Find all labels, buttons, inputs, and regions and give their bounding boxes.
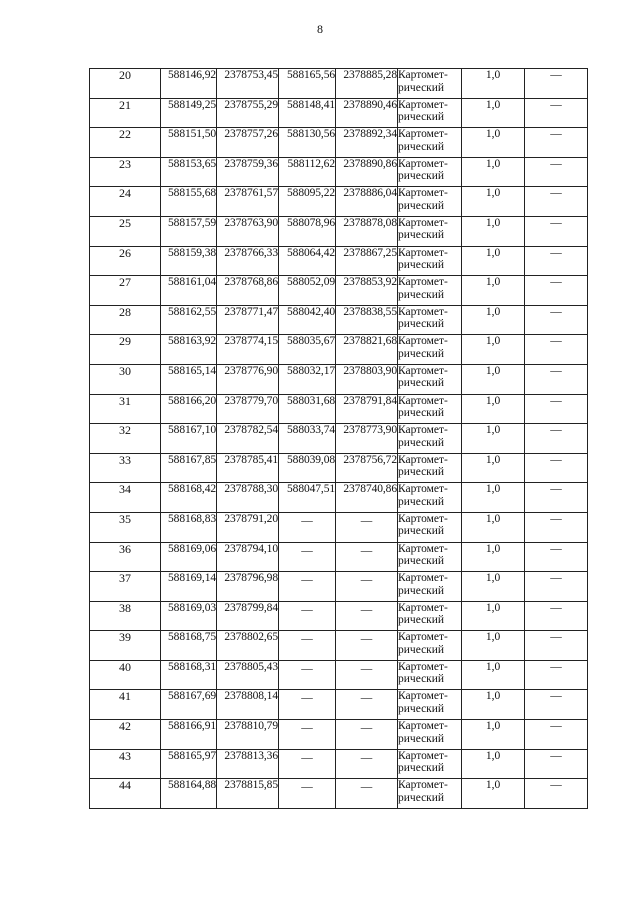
point-number: 30: [90, 364, 161, 394]
coordinate-y1: 2378774,15: [217, 335, 279, 365]
table-row: [90, 779, 588, 809]
description-cell: —: [525, 246, 588, 276]
method-cell: [398, 601, 462, 631]
coordinate-x2: 588033,74: [279, 424, 336, 454]
table-row: [90, 216, 588, 246]
method-line-1: Картомет-: [398, 483, 448, 496]
coordinate-y2: 2378821,68: [336, 335, 398, 365]
method-line-2: рический: [398, 584, 445, 597]
coordinate-y2: 2378892,34: [336, 128, 398, 158]
description-cell: —: [525, 157, 588, 187]
method-line-2: рический: [398, 495, 445, 508]
description-cell: —: [525, 749, 588, 779]
point-number: 31: [90, 394, 161, 424]
coordinate-x1: 588169,14: [161, 572, 217, 602]
coordinate-y1: 2378799,84: [217, 601, 279, 631]
coordinate-x2: 588095,22: [279, 187, 336, 217]
coordinate-x2: 588032,17: [279, 364, 336, 394]
accuracy-value: 1,0: [462, 335, 525, 365]
table-row: [90, 335, 588, 365]
method-line-2: рический: [398, 614, 445, 627]
method-line-1: Картомет-: [398, 631, 448, 644]
point-number: 35: [90, 512, 161, 542]
method-line-2: рический: [398, 555, 445, 567]
coordinate-x1: 588162,55: [161, 305, 217, 335]
method-line-1: Картомет-: [398, 69, 448, 81]
accuracy-value: 1,0: [462, 453, 525, 483]
method-line-1: Картомет-: [398, 98, 448, 111]
description-cell: —: [525, 128, 588, 158]
coordinate-y2: 2378853,92: [336, 276, 398, 306]
table-row: [90, 424, 588, 454]
point-number: 21: [90, 98, 161, 128]
coordinate-y2: —: [336, 631, 398, 661]
table-row: [90, 98, 588, 128]
coordinate-y2: —: [336, 779, 398, 809]
coordinate-y2: 2378890,46: [336, 98, 398, 128]
coordinate-x2: 588064,42: [279, 246, 336, 276]
accuracy-value: 1,0: [462, 601, 525, 631]
coordinate-x1: 588165,97: [161, 749, 217, 779]
coordinate-x2: 588039,08: [279, 453, 336, 483]
coordinate-x2: —: [279, 779, 336, 809]
method-line-2: рический: [398, 259, 445, 272]
coordinate-x1: 588151,50: [161, 128, 217, 158]
accuracy-value: 1,0: [462, 779, 525, 809]
point-number: 34: [90, 483, 161, 513]
method-line-2: рический: [398, 377, 445, 390]
coordinate-x1: 588164,88: [161, 779, 217, 809]
method-cell: [398, 364, 462, 394]
coordinate-y1: 2378796,98: [217, 572, 279, 602]
coordinate-y2: 2378791,84: [336, 394, 398, 424]
method-cell: [398, 572, 462, 602]
method-line-2: рический: [398, 436, 445, 449]
coordinate-y1: 2378771,47: [217, 305, 279, 335]
method-line-1: Картомет-: [398, 660, 448, 673]
description-cell: —: [525, 572, 588, 602]
coordinate-x2: —: [279, 660, 336, 690]
method-cell: [398, 483, 462, 513]
coordinate-x1: 588155,68: [161, 187, 217, 217]
description-cell: —: [525, 542, 588, 572]
method-line-1: Картомет-: [398, 335, 448, 348]
method-line-2: рический: [398, 643, 445, 656]
description-cell: —: [525, 424, 588, 454]
point-number: 28: [90, 305, 161, 335]
coordinate-y2: 2378803,90: [336, 364, 398, 394]
coordinate-x2: 588031,68: [279, 394, 336, 424]
method-line-2: рический: [398, 140, 445, 153]
coordinate-y1: 2378815,85: [217, 779, 279, 809]
coordinate-y2: —: [336, 749, 398, 779]
coordinate-x1: 588159,38: [161, 246, 217, 276]
method-cell: [398, 305, 462, 335]
point-number: 33: [90, 453, 161, 483]
description-cell: —: [525, 690, 588, 720]
coordinate-x2: 588148,41: [279, 98, 336, 128]
method-cell: [398, 246, 462, 276]
method-line-1: Картомет-: [398, 246, 448, 259]
method-line-2: рический: [398, 199, 445, 212]
coordinate-y2: 2378878,08: [336, 216, 398, 246]
accuracy-value: 1,0: [462, 690, 525, 720]
coordinate-y2: 2378867,25: [336, 246, 398, 276]
table-row: [90, 453, 588, 483]
coordinate-y1: 2378813,36: [217, 749, 279, 779]
coordinate-y1: 2378791,20: [217, 512, 279, 542]
point-number: 39: [90, 631, 161, 661]
accuracy-value: 1,0: [462, 512, 525, 542]
accuracy-value: 1,0: [462, 424, 525, 454]
description-cell: —: [525, 660, 588, 690]
coordinate-y1: 2378785,41: [217, 453, 279, 483]
method-cell: [398, 424, 462, 454]
accuracy-value: 1,0: [462, 305, 525, 335]
method-line-1: Картомет-: [398, 601, 448, 614]
coordinates-table: [89, 68, 588, 809]
coordinate-y2: —: [336, 512, 398, 542]
method-line-2: рический: [398, 347, 445, 360]
table-row: [90, 690, 588, 720]
method-line-1: Картомет-: [398, 364, 448, 377]
coordinate-x2: 588112,62: [279, 157, 336, 187]
coordinate-y1: 2378753,45: [217, 69, 279, 99]
description-cell: —: [525, 601, 588, 631]
description-cell: —: [525, 187, 588, 217]
method-line-1: Картомет-: [398, 542, 448, 555]
coordinate-x1: 588157,59: [161, 216, 217, 246]
coordinate-y2: —: [336, 690, 398, 720]
point-number: 29: [90, 335, 161, 365]
method-line-1: Картомет-: [398, 276, 448, 289]
coordinate-x1: 588167,69: [161, 690, 217, 720]
method-line-2: рический: [398, 407, 445, 420]
point-number: 44: [90, 779, 161, 809]
coordinate-y1: 2378782,54: [217, 424, 279, 454]
accuracy-value: 1,0: [462, 749, 525, 779]
table-row: [90, 572, 588, 602]
table-row: [90, 276, 588, 306]
coordinate-y1: 2378810,79: [217, 720, 279, 750]
point-number: 41: [90, 690, 161, 720]
accuracy-value: 1,0: [462, 720, 525, 750]
method-line-2: рический: [398, 288, 445, 301]
coordinate-x1: 588166,20: [161, 394, 217, 424]
method-line-1: Картомет-: [398, 512, 448, 525]
method-line-2: рический: [398, 318, 445, 331]
table-row: [90, 749, 588, 779]
coordinate-x1: 588169,03: [161, 601, 217, 631]
table-row: [90, 69, 588, 99]
method-line-2: рический: [398, 673, 445, 686]
coordinate-y1: 2378755,29: [217, 98, 279, 128]
coordinate-x2: 588078,96: [279, 216, 336, 246]
method-line-2: рический: [398, 791, 445, 804]
coordinate-y1: 2378761,57: [217, 187, 279, 217]
table-row: [90, 542, 588, 572]
method-cell: [398, 157, 462, 187]
coordinate-x1: 588168,31: [161, 660, 217, 690]
method-cell: [398, 512, 462, 542]
accuracy-value: 1,0: [462, 483, 525, 513]
method-line-2: рический: [398, 466, 445, 479]
description-cell: —: [525, 720, 588, 750]
method-cell: [398, 542, 462, 572]
point-number: 37: [90, 572, 161, 602]
coordinate-x2: —: [279, 631, 336, 661]
accuracy-value: 1,0: [462, 364, 525, 394]
method-cell: [398, 187, 462, 217]
description-cell: —: [525, 394, 588, 424]
table-row: [90, 305, 588, 335]
coordinate-y1: 2378768,86: [217, 276, 279, 306]
point-number: 36: [90, 542, 161, 572]
coordinate-y2: —: [336, 542, 398, 572]
method-line-2: рический: [398, 525, 445, 538]
table-row: [90, 187, 588, 217]
method-cell: [398, 690, 462, 720]
description-cell: —: [525, 631, 588, 661]
coordinate-y2: 2378756,72: [336, 453, 398, 483]
table-row: [90, 394, 588, 424]
description-cell: —: [525, 69, 588, 99]
method-line-2: рический: [398, 170, 445, 183]
description-cell: —: [525, 276, 588, 306]
method-cell: [398, 216, 462, 246]
method-line-1: Картомет-: [398, 157, 448, 170]
coordinate-y2: —: [336, 572, 398, 602]
table-row: [90, 246, 588, 276]
accuracy-value: 1,0: [462, 246, 525, 276]
table-row: [90, 720, 588, 750]
method-line-1: Картомет-: [398, 453, 448, 466]
coordinate-x1: 588168,75: [161, 631, 217, 661]
method-line-1: Картомет-: [398, 216, 448, 229]
method-cell: [398, 98, 462, 128]
coordinate-y1: 2378794,10: [217, 542, 279, 572]
table-row: [90, 157, 588, 187]
point-number: 26: [90, 246, 161, 276]
table-row: [90, 601, 588, 631]
coordinate-x2: —: [279, 720, 336, 750]
coordinate-x2: —: [279, 601, 336, 631]
method-line-1: Картомет-: [398, 749, 448, 762]
method-line-1: Картомет-: [398, 424, 448, 437]
table-row: [90, 128, 588, 158]
accuracy-value: 1,0: [462, 542, 525, 572]
method-line-2: рический: [398, 111, 445, 124]
description-cell: —: [525, 483, 588, 513]
coordinate-y2: —: [336, 601, 398, 631]
point-number: 20: [90, 69, 161, 99]
method-line-1: Картомет-: [398, 572, 448, 585]
method-cell: [398, 749, 462, 779]
coordinate-y2: 2378890,86: [336, 157, 398, 187]
coordinate-x2: 588042,40: [279, 305, 336, 335]
method-cell: [398, 394, 462, 424]
method-line-1: Картомет-: [398, 394, 448, 407]
coordinate-y1: 2378808,14: [217, 690, 279, 720]
coordinate-y1: 2378788,30: [217, 483, 279, 513]
method-line-2: рический: [398, 732, 445, 745]
description-cell: —: [525, 364, 588, 394]
point-number: 43: [90, 749, 161, 779]
method-line-1: Картомет-: [398, 779, 448, 792]
coordinate-y1: 2378757,26: [217, 128, 279, 158]
coordinate-x2: —: [279, 512, 336, 542]
point-number: 25: [90, 216, 161, 246]
method-line-2: рический: [398, 81, 445, 94]
description-cell: —: [525, 453, 588, 483]
coordinate-y2: 2378773,90: [336, 424, 398, 454]
coordinate-y1: 2378766,33: [217, 246, 279, 276]
coordinate-x1: 588165,14: [161, 364, 217, 394]
coordinate-x1: 588167,85: [161, 453, 217, 483]
table-row: [90, 512, 588, 542]
coordinate-x1: 588161,04: [161, 276, 217, 306]
coordinate-x2: 588130,56: [279, 128, 336, 158]
accuracy-value: 1,0: [462, 187, 525, 217]
accuracy-value: 1,0: [462, 216, 525, 246]
coordinate-y2: —: [336, 720, 398, 750]
point-number: 23: [90, 157, 161, 187]
method-line-2: рический: [398, 229, 445, 242]
point-number: 22: [90, 128, 161, 158]
coordinate-x1: 588149,25: [161, 98, 217, 128]
coordinate-y2: 2378740,86: [336, 483, 398, 513]
coordinate-x1: 588169,06: [161, 542, 217, 572]
coordinate-x2: —: [279, 749, 336, 779]
method-cell: [398, 128, 462, 158]
method-line-2: рический: [398, 702, 445, 715]
accuracy-value: 1,0: [462, 157, 525, 187]
description-cell: —: [525, 305, 588, 335]
point-number: 40: [90, 660, 161, 690]
page-number: 8: [317, 22, 323, 36]
method-cell: [398, 631, 462, 661]
coordinate-x1: 588168,83: [161, 512, 217, 542]
point-number: 24: [90, 187, 161, 217]
point-number: 42: [90, 720, 161, 750]
coordinate-y2: 2378885,28: [336, 69, 398, 99]
coordinate-x1: 588153,65: [161, 157, 217, 187]
coordinate-x2: 588035,67: [279, 335, 336, 365]
coordinate-x2: —: [279, 542, 336, 572]
coordinate-y1: 2378779,70: [217, 394, 279, 424]
coordinate-x2: —: [279, 572, 336, 602]
table-row: [90, 631, 588, 661]
table-row: [90, 364, 588, 394]
coordinate-y1: 2378763,90: [217, 216, 279, 246]
accuracy-value: 1,0: [462, 98, 525, 128]
coordinate-x2: —: [279, 690, 336, 720]
point-number: 27: [90, 276, 161, 306]
coordinate-y2: 2378886,04: [336, 187, 398, 217]
coordinate-x1: 588167,10: [161, 424, 217, 454]
coordinate-y1: 2378776,90: [217, 364, 279, 394]
accuracy-value: 1,0: [462, 128, 525, 158]
method-cell: [398, 276, 462, 306]
coordinate-x2: 588047,51: [279, 483, 336, 513]
coordinate-x2: 588165,56: [279, 69, 336, 99]
table-row: [90, 660, 588, 690]
coordinate-y2: —: [336, 660, 398, 690]
accuracy-value: 1,0: [462, 631, 525, 661]
table-body: [90, 69, 588, 809]
coordinate-x1: 588163,92: [161, 335, 217, 365]
coordinate-y1: 2378805,43: [217, 660, 279, 690]
description-cell: —: [525, 779, 588, 809]
method-cell: [398, 69, 462, 99]
point-number: 38: [90, 601, 161, 631]
method-line-1: Картомет-: [398, 128, 448, 141]
method-cell: [398, 720, 462, 750]
table-row: [90, 483, 588, 513]
method-cell: [398, 335, 462, 365]
coordinate-y1: 2378802,65: [217, 631, 279, 661]
coordinate-x2: 588052,09: [279, 276, 336, 306]
coordinate-y1: 2378759,36: [217, 157, 279, 187]
method-cell: [398, 660, 462, 690]
accuracy-value: 1,0: [462, 394, 525, 424]
accuracy-value: 1,0: [462, 660, 525, 690]
method-line-2: рический: [398, 762, 445, 775]
method-line-1: Картомет-: [398, 690, 448, 703]
coordinate-x1: 588146,92: [161, 69, 217, 99]
description-cell: —: [525, 98, 588, 128]
method-line-1: Картомет-: [398, 305, 448, 318]
description-cell: —: [525, 216, 588, 246]
method-line-1: Картомет-: [398, 187, 448, 200]
description-cell: —: [525, 335, 588, 365]
point-number: 32: [90, 424, 161, 454]
accuracy-value: 1,0: [462, 276, 525, 306]
coordinate-x1: 588166,91: [161, 720, 217, 750]
coordinate-x1: 588168,42: [161, 483, 217, 513]
description-cell: —: [525, 512, 588, 542]
method-cell: [398, 779, 462, 809]
accuracy-value: 1,0: [462, 572, 525, 602]
coordinate-y2: 2378838,55: [336, 305, 398, 335]
method-line-1: Картомет-: [398, 720, 448, 733]
accuracy-value: 1,0: [462, 69, 525, 99]
method-cell: [398, 453, 462, 483]
